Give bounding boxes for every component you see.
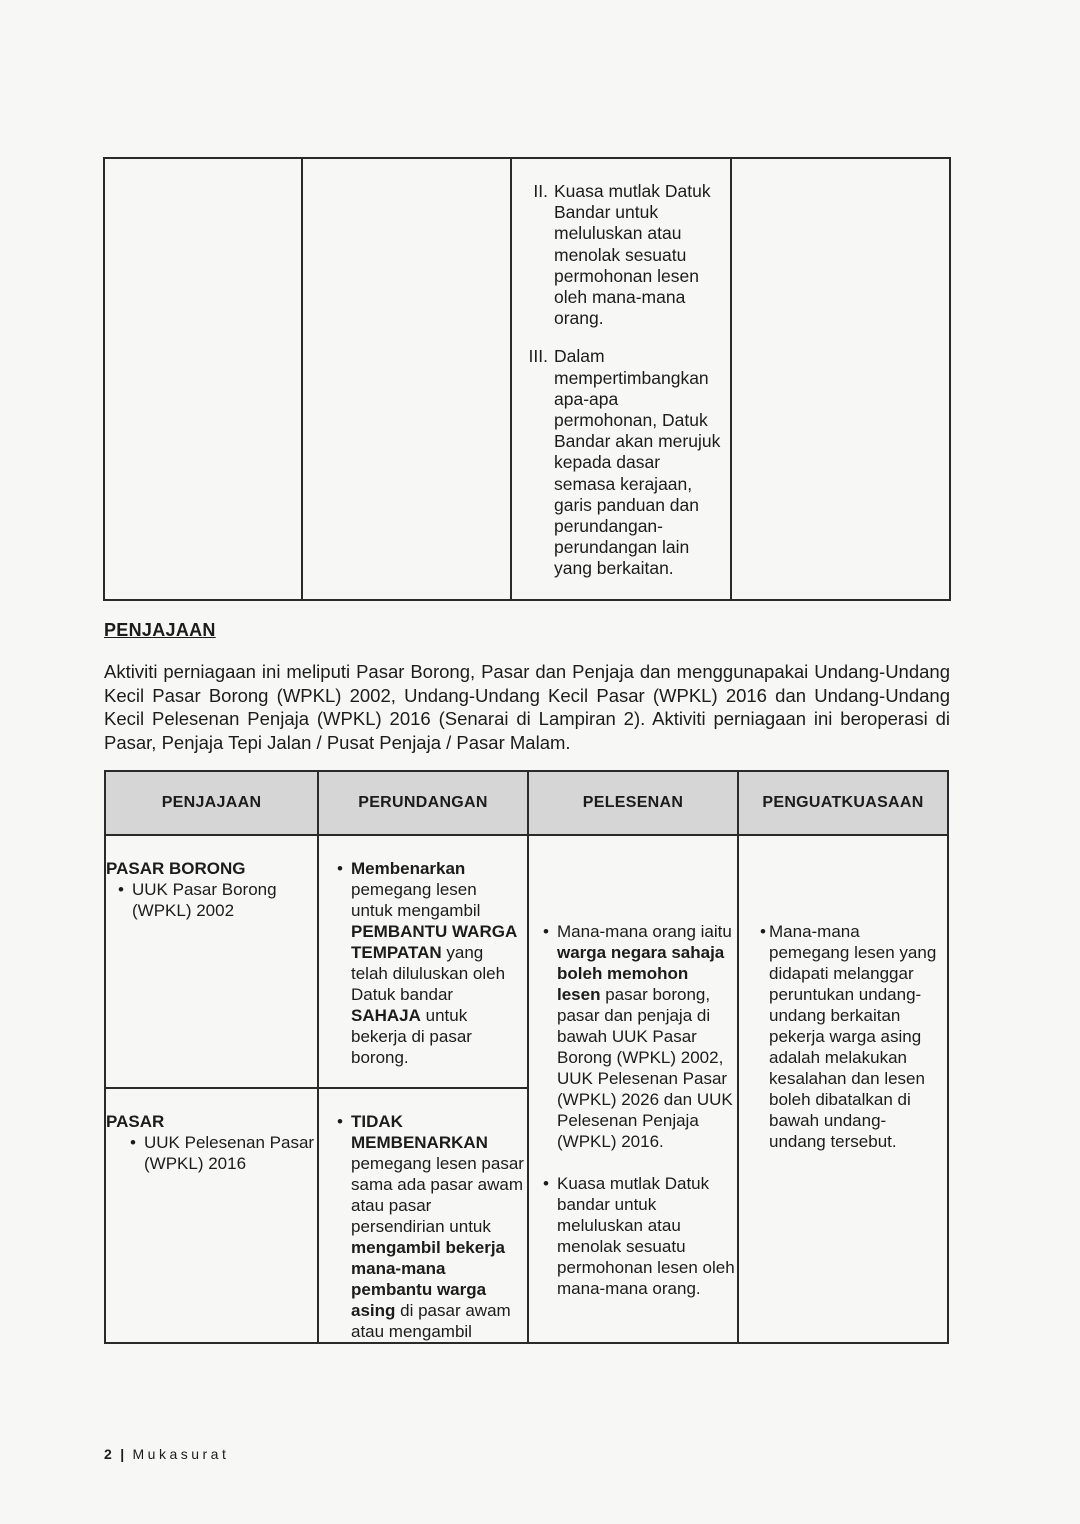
page-number: 2	[104, 1446, 113, 1462]
empty-cell-2	[302, 158, 511, 600]
bullet-icon: •	[118, 880, 124, 899]
category-cell	[105, 1088, 318, 1343]
page-footer	[104, 1446, 229, 1462]
section-title: PENJAJAAN	[104, 620, 216, 640]
rule-item	[329, 1111, 525, 1342]
category-cell	[105, 835, 318, 1088]
empty-cell-1	[104, 158, 302, 600]
bullet-icon: •	[130, 1133, 136, 1152]
licensing-item	[535, 1173, 735, 1299]
section-intro: Aktiviti perniagaan ini meliputi Pasar Borong, Pasar dan Penjaja dan menggunapakai Undang-Undang Kecil Pasar Borong (WPKL) 2002, Undang-Undang Kecil Pasar (WPKL) 2016 dan Undang-Undang Kecil Pelesenan Penjaja (WPKL) 2016 (Senarai di Lampiran 2). Aktiviti perniagaan ini beroperasi di Pasar, Penjaja Tepi Jalan / Pusat Penjaja / Pasar Malam.	[104, 661, 950, 753]
list-item: III. Dalam mempertimbangkan apa-apa permohonan, Datuk Bandar akan merujuk kepada dasar semasa kerajaan, garis panduan dan perundangan-perundangan lain yang berkaitan.	[528, 346, 721, 579]
bold-text: PEMBANTU WARGA TEMPATAN	[351, 922, 517, 962]
text: pasar borong, pasar dan penjaja di bawah UUK Pasar Borong (WPKL) 2002, UUK Pelesenan Pasar (WPKL) 2026 dan UUK Pelesenan Penjaja (WPKL) 2016.	[557, 985, 733, 1151]
continuation-table	[103, 157, 951, 601]
roman-list	[512, 159, 730, 580]
header-perundangan: PERUNDANGAN	[318, 771, 528, 835]
text: Mana-mana orang iaitu	[557, 922, 732, 941]
text: di pasar awam atau mengambil	[351, 1301, 511, 1341]
header-penjajaan: PENJAJAAN	[105, 771, 318, 835]
bold-text: TIDAK MEMBENARKAN	[351, 1112, 488, 1152]
text: Kuasa mutlak Datuk bandar untuk meluluskan atau menolak sesuatu permohonan lesen oleh mana-mana orang.	[557, 1174, 735, 1298]
rule-text	[351, 1111, 525, 1342]
law-item: • UUK Pelesenan Pasar (WPKL) 2016	[130, 1133, 315, 1173]
category-title: PASAR	[106, 1112, 165, 1131]
bullet-icon: •	[543, 922, 549, 941]
licensing-text	[557, 1173, 735, 1299]
empty-cell-4	[731, 158, 950, 600]
licensing-text	[557, 921, 735, 1152]
bullet-icon: •	[543, 1174, 549, 1193]
bullet-icon: •	[337, 1112, 343, 1131]
list-item: II. Kuasa mutlak Datuk Bandar untuk meluluskan atau menolak sesuatu permohonan lesen oleh mana-mana orang.	[533, 181, 711, 329]
bullet-icon: •	[337, 859, 343, 878]
enforcement-item: • Mana-mana pemegang lesen yang didapati melanggar peruntukan undang-undang berkaitan pekerja warga asing adalah melakukan kesalahan dan lesen boleh dibatalkan di bawah undang-undang tersebut.	[757, 921, 941, 1152]
header-pelesenan: PELESENAN	[528, 771, 738, 835]
bold-text: mengambil bekerja mana-mana pembantu warga asing	[351, 1238, 506, 1320]
text: yang telah diluluskan oleh Datuk bandar	[351, 943, 506, 1004]
licensing-cell	[511, 158, 731, 600]
header-penguatkuasaan: PENGUATKUASAAN	[738, 771, 948, 835]
bullet-icon: •	[760, 922, 766, 941]
rule-cell	[318, 835, 528, 1088]
text: untuk bekerja di pasar borong.	[351, 1006, 472, 1067]
text: pemegang lesen pasar sama ada pasar awam atau pasar persendirian untuk	[351, 1154, 524, 1236]
rule-cell	[318, 1088, 528, 1343]
category-title: PASAR BORONG	[106, 859, 246, 878]
penjajaan-table	[104, 770, 949, 1344]
bold-text: Membenarkan	[351, 859, 466, 878]
bold-text: SAHAJA	[351, 1006, 421, 1025]
law-item: • UUK Pasar Borong (WPKL) 2002	[118, 880, 277, 920]
bold-text: warga negara sahaja boleh memohon lesen	[557, 943, 725, 1004]
table-header-row	[105, 771, 948, 835]
rule-text	[351, 858, 523, 1068]
text: pemegang lesen untuk mengambil	[351, 880, 481, 920]
table-row	[105, 835, 948, 1088]
licensing-item	[535, 921, 735, 1152]
enforcement-cell	[738, 835, 948, 1343]
footer-label: Mukasurat	[132, 1446, 230, 1462]
rule-item	[329, 858, 523, 1068]
footer-separator: |	[120, 1446, 126, 1462]
licensing-cell	[528, 835, 738, 1343]
